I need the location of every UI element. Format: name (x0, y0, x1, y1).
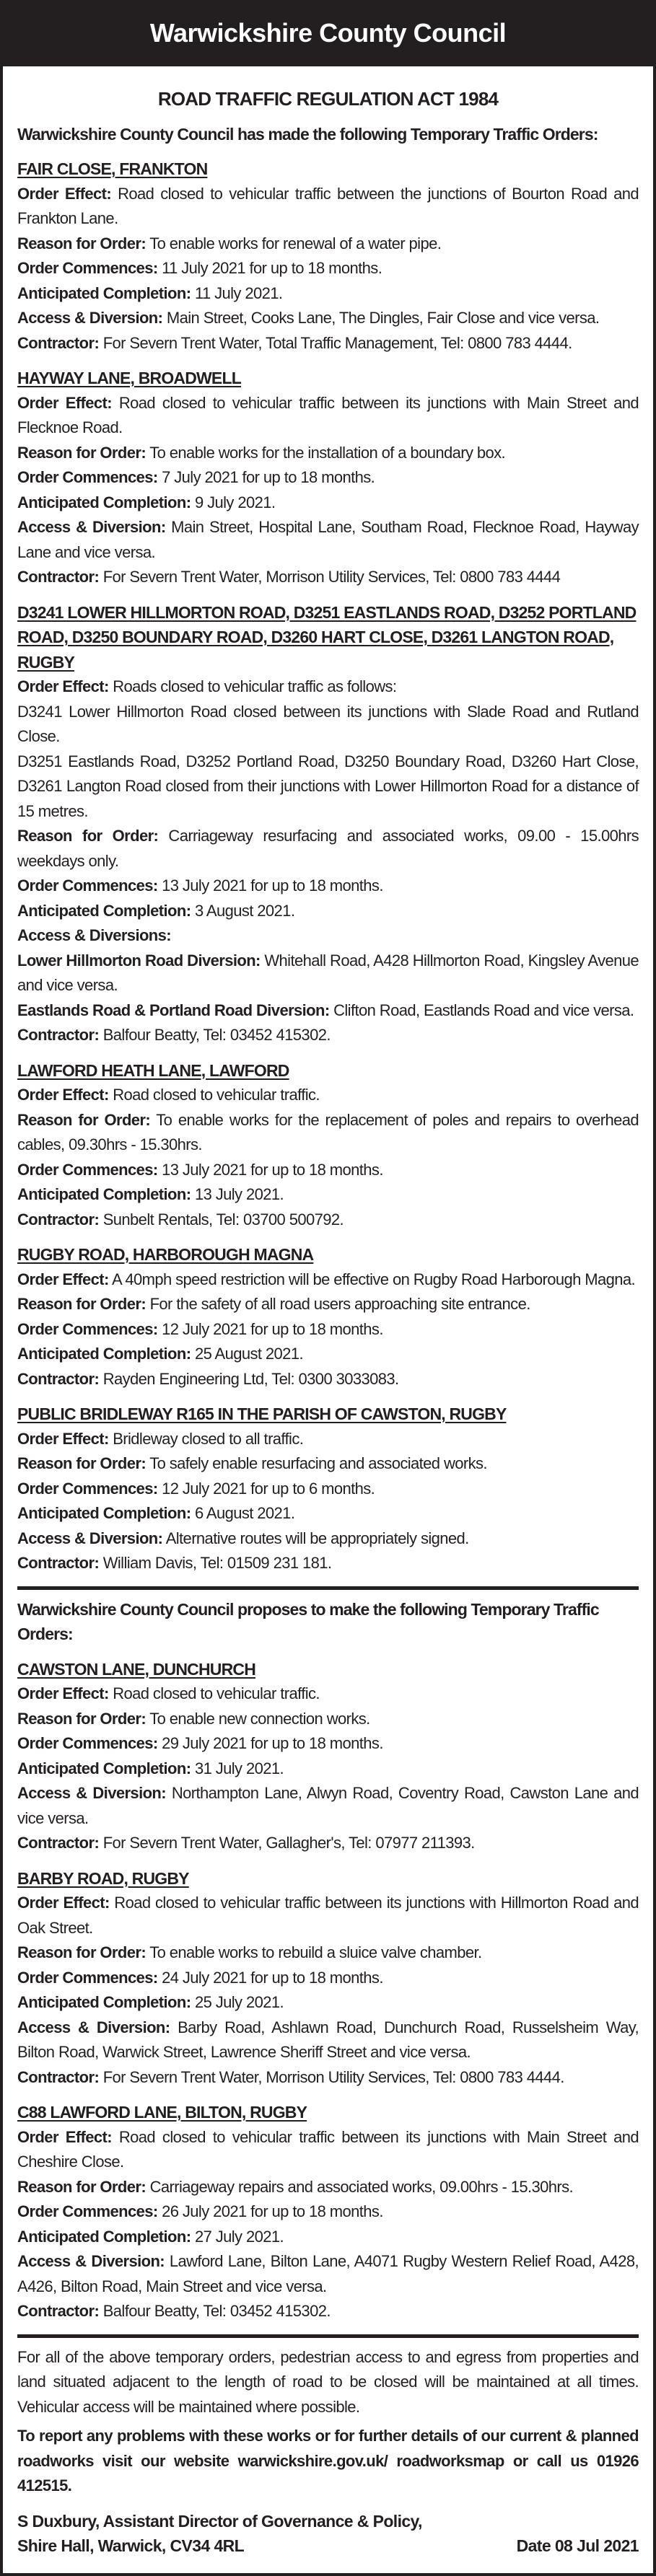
field-label: Contractor: (17, 2067, 100, 2086)
field-label: Access & Diversion: (17, 518, 166, 536)
order-field (17, 824, 639, 874)
field-label: Anticipated Completion: (17, 2227, 191, 2246)
act-title: ROAD TRAFFIC REGULATION ACT 1984 (157, 88, 499, 110)
field-label: Order Commences: (17, 259, 158, 277)
order-field (17, 1501, 639, 1526)
field-label: Contractor: (17, 333, 100, 352)
field-label: Anticipated Completion: (17, 1185, 191, 1203)
order-field (17, 1342, 639, 1367)
order-field (17, 1208, 639, 1233)
field-label: Order Commences: (17, 468, 158, 486)
order-title: CAWSTON LANE, DUNCHURCH (17, 1659, 256, 1679)
field-label: Reason for Order: (17, 1709, 146, 1728)
field-label: Reason for Order: (17, 443, 146, 462)
field-value: A 40mph speed restriction will be effective on Rugby Road Harborough Magna. (111, 1270, 636, 1288)
field-value: 13 July 2021 for up to 18 months. (162, 1160, 383, 1179)
order-field (17, 1966, 639, 1991)
order-field (17, 1731, 639, 1757)
field-label: Order Effect: (17, 1894, 110, 1912)
order-field (17, 1292, 639, 1317)
made-orders-intro: Warwickshire County Council has made the following Temporary Traffic Orders: (17, 124, 598, 144)
field-label: Order Commences: (17, 876, 158, 894)
field-value: Barby Road, Ashlawn Road, Dunchurch Road, Russelsheim Way, Bilton Road, Warwick Street, Lawrence Sheriff Street and vice versa. (17, 2018, 639, 2061)
field-label: Access & Diversion: (17, 309, 163, 327)
field-value: To enable works for renewal of a water pipe. (149, 234, 442, 252)
field-value: 7 July 2021 for up to 18 months. (162, 468, 375, 486)
field-value: 29 July 2021 for up to 18 months. (162, 1734, 383, 1752)
field-label: Anticipated Completion: (17, 1993, 191, 2011)
signatory-block (17, 2509, 422, 2559)
order-field (17, 1023, 639, 1048)
field-label: Access & Diversion: (17, 2018, 170, 2036)
order-field (17, 674, 639, 700)
order-field (17, 2299, 639, 2324)
order-field (17, 2249, 639, 2299)
order-field (17, 391, 639, 441)
order-field (17, 1757, 639, 1782)
field-label: Reason for Order: (17, 827, 159, 845)
order-title: PUBLIC BRIDLEWAY R165 IN THE PARISH OF CAWSTON, RUGBY (17, 1405, 507, 1423)
field-value: 26 July 2021 for up to 18 months. (162, 2202, 383, 2220)
field-value: Clifton Road, Eastlands Road and vice versa. (333, 1001, 634, 1019)
field-value: Road closed to vehicular traffic between its junctions with Hillmorton Road and Oak Street. (17, 1894, 639, 1937)
order-field (17, 749, 639, 825)
field-value: Sunbelt Rentals, Tel: 03700 500792. (102, 1210, 344, 1228)
order-section (17, 366, 639, 590)
field-label: Order Effect: (17, 1429, 109, 1448)
field-value: Bridleway closed to all traffic. (113, 1429, 304, 1448)
order-section (17, 1242, 639, 1392)
field-label: Anticipated Completion: (17, 283, 191, 302)
field-value: Carriageway resurfacing and associated works, 09.00 - 15.00hrs weekdays only. (17, 827, 639, 870)
order-field (17, 1108, 639, 1158)
order-field (17, 465, 639, 491)
order-field (17, 1707, 639, 1732)
field-label: Contractor: (17, 1834, 100, 1852)
order-title: FAIR CLOSE, FRANKTON (17, 159, 208, 178)
field-value: Roads closed to vehicular traffic as follows: (113, 677, 397, 695)
field-value: For Severn Trent Water, Total Traffic Management, Tel: 0800 783 4444. (102, 333, 572, 352)
order-field (17, 923, 639, 949)
field-value: Lawford Lane, Bilton Lane, A4071 Rugby Western Relief Road, A428, A426, Bilton Road, Main Street and vice versa. (17, 2252, 639, 2295)
field-value: For Severn Trent Water, Morrison Utility Services, Tel: 0800 783 4444. (102, 2067, 564, 2086)
field-label: Order Commences: (17, 2202, 158, 2220)
field-label: Reason for Order: (17, 234, 146, 252)
order-field (17, 1451, 639, 1477)
field-value: 3 August 2021. (194, 901, 295, 920)
field-value: 12 July 2021 for up to 18 months. (162, 1319, 383, 1338)
order-field (17, 491, 639, 516)
field-label: Order Effect: (17, 1270, 109, 1288)
field-value: 6 August 2021. (194, 1504, 295, 1522)
field-label: Contractor: (17, 1554, 100, 1572)
field-value: William Davis, Tel: 01509 231 181. (102, 1554, 332, 1572)
order-title: D3241 LOWER HILLMORTON ROAD, D3251 EASTLANDS ROAD, D3252 PORTLAND ROAD, D3250 BOUNDARY ROAD, D3260 HART CLOSE, D3261 LANGTON ROAD, RUGBY (17, 602, 637, 672)
order-field (17, 1367, 639, 1392)
made-orders-list (17, 157, 639, 1576)
order-field (17, 2225, 639, 2250)
field-value: D3251 Eastlands Road, D3252 Portland Road, D3250 Boundary Road, D3260 Hart Close, D3261 Langton Road closed from their junctions with Lower Hillmorton Road for a distance of 15 metres. (17, 752, 639, 820)
order-section (17, 600, 639, 1048)
order-field (17, 306, 639, 331)
field-value: Alternative routes will be appropriately signed. (165, 1529, 469, 1547)
field-value: 25 August 2021. (194, 1345, 303, 1363)
order-field (17, 1831, 639, 1856)
field-label: Access & Diversion: (17, 2252, 165, 2270)
field-value: For Severn Trent Water, Morrison Utility Services, Tel: 0800 783 4444 (102, 568, 561, 586)
field-value: To enable works to rebuild a sluice valve chamber. (149, 1943, 482, 1961)
order-field (17, 949, 639, 998)
order-section (17, 1866, 639, 2091)
field-value: Road closed to vehicular traffic between the junctions of Bourton Road and Frankton Lane. (17, 184, 639, 227)
order-field (17, 1158, 639, 1183)
field-value: Main Street, Hospital Lane, Southam Road, Flecknoe Road, Hayway Lane and vice versa. (17, 518, 639, 561)
field-label: Access & Diversions: (17, 926, 171, 944)
field-label: Order Effect: (17, 1684, 109, 1702)
report-problems-note: To report any problems with these works or for further details of our current & planned roadworks visit our website warwickshire.gov.uk/ roadworksmap or call us 01926 412515. (17, 2427, 639, 2494)
order-section (17, 1402, 639, 1576)
field-value: 12 July 2021 for up to 6 months. (162, 1479, 375, 1498)
field-value: Main Street, Cooks Lane, The Dingles, Fair Close and vice versa. (166, 309, 600, 327)
order-section (17, 1058, 639, 1233)
section-divider (17, 2334, 639, 2338)
order-field (17, 2199, 639, 2225)
field-value: 25 July 2021. (194, 1993, 284, 2011)
field-label: Anticipated Completion: (17, 1759, 191, 1777)
field-value: Carriageway repairs and associated works, 09.00hrs - 15.30hrs. (149, 2177, 574, 2196)
order-field (17, 441, 639, 466)
order-field (17, 2175, 639, 2200)
proposed-orders-intro: Warwickshire County Council proposes to make the following Temporary Traffic Orders: (17, 1599, 599, 1643)
order-field (17, 1267, 639, 1293)
notice-content (3, 87, 653, 2573)
field-label: Lower Hillmorton Road Diversion: (17, 951, 261, 970)
field-label: Anticipated Completion: (17, 1504, 191, 1522)
field-value: Northampton Lane, Alwyn Road, Coventry Road, Cawston Lane and vice versa. (17, 1784, 639, 1827)
order-field (17, 331, 639, 356)
pedestrian-access-note: For all of the above temporary orders, pedestrian access to and egress from properties and land situated adjacent to the length of road to be closed will be maintained at all times. Vehicular access will be maintained where possible. (17, 2347, 639, 2416)
signature-block (17, 2509, 639, 2573)
order-field (17, 1682, 639, 1707)
field-label: Order Effect: (17, 2127, 113, 2146)
order-section (17, 157, 639, 356)
field-value: To enable works for the replacement of poles and repairs to overhead cables, 09.30hrs - 15.30hrs. (17, 1110, 639, 1153)
order-section (17, 2100, 639, 2324)
order-field (17, 1182, 639, 1208)
order-field (17, 874, 639, 899)
order-field (17, 1317, 639, 1342)
order-field (17, 998, 639, 1024)
order-field (17, 899, 639, 924)
field-label: Access & Diversion: (17, 1784, 166, 1802)
field-label: Contractor: (17, 2302, 100, 2320)
field-value: 9 July 2021. (194, 493, 276, 511)
field-value: To enable works for the installation of a boundary box. (149, 443, 506, 462)
field-label: Anticipated Completion: (17, 901, 191, 920)
field-value: 11 July 2021. (194, 283, 283, 302)
field-label: Reason for Order: (17, 1943, 146, 1961)
field-label: Order Commences: (17, 1160, 158, 1179)
field-label: Contractor: (17, 1369, 100, 1388)
order-field (17, 1477, 639, 1502)
order-field (17, 2065, 639, 2091)
field-value: Rayden Engineering Ltd, Tel: 0300 3033083. (102, 1369, 399, 1388)
field-value: To safely enable resurfacing and associated works. (149, 1454, 487, 1472)
order-field (17, 565, 639, 590)
order-field (17, 1083, 639, 1108)
field-value: 31 July 2021. (194, 1759, 284, 1777)
field-label: Reason for Order: (17, 1454, 146, 1472)
field-label: Reason for Order: (17, 1295, 146, 1313)
field-label: Anticipated Completion: (17, 493, 191, 511)
order-field (17, 182, 639, 232)
order-field (17, 1940, 639, 1966)
field-value: 24 July 2021 for up to 18 months. (162, 1968, 383, 1987)
order-field (17, 1891, 639, 1940)
field-value: Road closed to vehicular traffic. (113, 1684, 320, 1702)
order-field (17, 1526, 639, 1552)
field-label: Order Commences: (17, 1734, 158, 1752)
notice-date: Date 08 Jul 2021 (516, 2536, 639, 2555)
address: Shire Hall, Warwick, CV34 4RL (17, 2536, 245, 2555)
field-value: Balfour Beatty, Tel: 03452 415302. (102, 2302, 331, 2320)
field-label: Order Commences: (17, 1968, 158, 1987)
order-title: HAYWAY LANE, BROADWELL (17, 369, 241, 387)
order-field (17, 1551, 639, 1576)
order-field (17, 281, 639, 307)
field-value: Road closed to vehicular traffic. (113, 1086, 320, 1104)
field-value: 11 July 2021 for up to 18 months. (162, 259, 382, 277)
order-field (17, 700, 639, 749)
field-value: D3241 Lower Hillmorton Road closed between its junctions with Slade Road and Rutland Close. (17, 702, 639, 745)
field-label: Anticipated Completion: (17, 1345, 191, 1363)
field-value: For the safety of all road users approaching site entrance. (149, 1295, 530, 1313)
order-field (17, 515, 639, 565)
order-title: RUGBY ROAD, HARBOROUGH MAGNA (17, 1245, 314, 1264)
field-label: Contractor: (17, 1210, 100, 1228)
field-label: Order Commences: (17, 1319, 158, 1338)
field-label: Reason for Order: (17, 1110, 151, 1129)
section-divider (17, 1586, 639, 1590)
field-label: Order Effect: (17, 184, 112, 203)
field-label: Order Commences: (17, 1479, 158, 1498)
field-value: To enable new connection works. (149, 1709, 370, 1728)
council-banner: Warwickshire County Council (0, 0, 656, 66)
field-label: Order Effect: (17, 393, 113, 412)
order-title: C88 LAWFORD LANE, BILTON, RUGBY (17, 2103, 307, 2122)
field-value: Whitehall Road, A428 Hillmorton Road, Kingsley Avenue and vice versa. (17, 951, 639, 994)
order-field (17, 1990, 639, 2015)
proposed-orders-list (17, 1657, 639, 2324)
field-value: 13 July 2021 for up to 18 months. (162, 876, 383, 894)
order-field (17, 2125, 639, 2175)
signatory: S Duxbury, Assistant Director of Governance & Policy, (17, 2511, 422, 2531)
order-field (17, 1781, 639, 1831)
order-field (17, 1427, 639, 1452)
order-field (17, 256, 639, 281)
field-label: Order Effect: (17, 1086, 109, 1104)
field-label: Order Effect: (17, 677, 109, 695)
order-field (17, 2015, 639, 2065)
field-label: Eastlands Road & Portland Road Diversion: (17, 1001, 330, 1019)
field-label: Contractor: (17, 1026, 100, 1044)
order-title: BARBY ROAD, RUGBY (17, 1868, 189, 1888)
field-value: Road closed to vehicular traffic between its junctions with Main Street and Cheshire Close. (17, 2127, 639, 2171)
field-value: Road closed to vehicular traffic between its junctions with Main Street and Flecknoe Road. (17, 393, 639, 436)
field-label: Reason for Order: (17, 2177, 146, 2196)
field-value: For Severn Trent Water, Gallagher's, Tel: 07977 211393. (102, 1834, 475, 1852)
order-field (17, 232, 639, 257)
order-title: LAWFORD HEATH LANE, LAWFORD (17, 1060, 289, 1080)
field-value: Balfour Beatty, Tel: 03452 415302. (102, 1026, 331, 1044)
field-value: 27 July 2021. (194, 2227, 284, 2246)
field-value: 13 July 2021. (194, 1185, 284, 1203)
field-label: Access & Diversion: (17, 1529, 163, 1547)
order-section (17, 1657, 639, 1856)
field-label: Contractor: (17, 568, 100, 586)
